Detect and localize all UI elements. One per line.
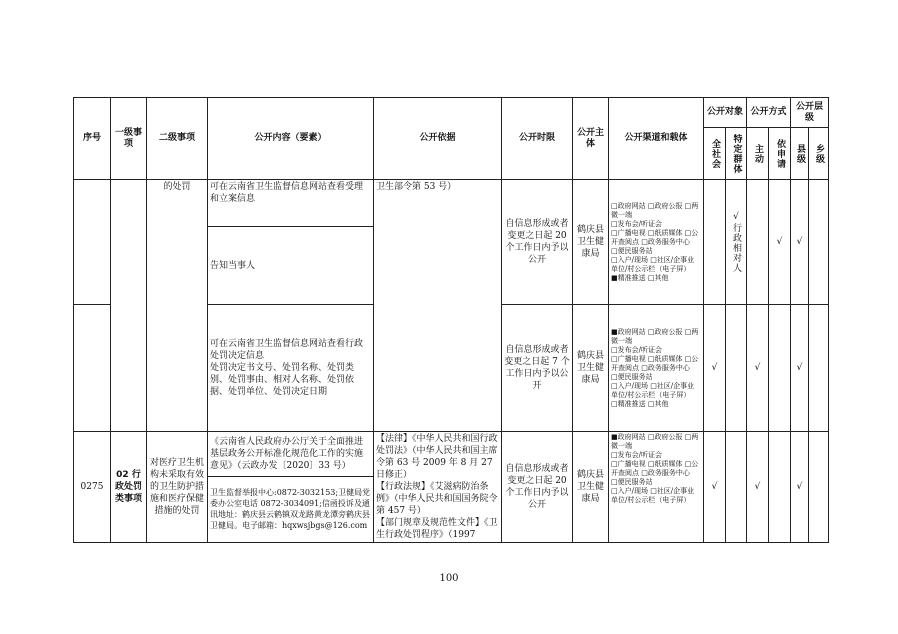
disclosure-table [73, 97, 829, 543]
header-level1: 一级事项 [111, 98, 147, 180]
cell-level2: 的处罚 [147, 180, 208, 432]
cell-channel: ■政府网站 □政府公报 □两微一端 □发布会/听证会 □广播电视 □纸质媒体 □公开查阅点 □政务服务中心 □便民服务站 □入户/现场 □社区/企事业单位/村公示栏（电子屏） □精准推送 □其他 [609, 305, 704, 432]
header-subject: 公开主体 [573, 98, 609, 180]
cell-level2: 对医疗卫生机构未采取有效的卫生防护措施和医疗保健措施的处罚 [147, 432, 208, 543]
header-basis: 公开依据 [374, 98, 502, 180]
cell-way-request [769, 305, 791, 432]
header-time: 公开时限 [502, 98, 573, 180]
cell-way-active: √ [747, 432, 769, 543]
cell-basis: 卫生部令第 53 号） [374, 180, 502, 432]
cell-way-request [769, 432, 791, 543]
header-obj-all: 全社会 [704, 128, 726, 180]
header-way-request: 依申请 [769, 128, 791, 180]
cell-subject: 鹤庆县卫生健康局 [573, 432, 609, 543]
cell-time: 自信息形成或者变更之日起 7 个工作日内予以公开 [502, 305, 573, 432]
page-number: 100 [439, 573, 459, 584]
cell-content: 《云南省人民政府办公厅关于全面推进基层政务公开标准化规范化工作的实施意见》（云政办发〔2020〕33 号） [208, 432, 374, 477]
header-content: 公开内容（要素） [208, 98, 374, 180]
cell-basis: 【法律】《中华人民共和国行政处罚法》（中华人民共和国主席令第 63 号 2009 年 8 月 27 日修正） 【行政法规】《艾滋病防治条例》（中华人民共和国国务院令第 457 号） 【部门规章及规范性文件】《卫生行政处罚程序》（1997 [374, 432, 502, 543]
cell-seq [74, 305, 111, 432]
header-row-1 [74, 98, 829, 128]
header-way-active: 主动 [747, 128, 769, 180]
header-level2: 二级事项 [147, 98, 208, 180]
cell-lvl-town [809, 180, 829, 305]
table-row [74, 432, 829, 477]
cell-content: 告知当事人 [208, 227, 374, 305]
cell-lvl-town [809, 305, 829, 432]
cell-content: 可在云南省卫生监督信息网站查看受理和立案信息 [208, 180, 374, 227]
header-way-group: 公开方式 [747, 98, 791, 128]
cell-lvl-county: √ [791, 180, 809, 305]
cell-way-request: √ [769, 180, 791, 305]
cell-obj-specific: √行政相对人 [726, 180, 747, 305]
cell-level1 [111, 180, 147, 432]
cell-way-active [747, 180, 769, 305]
cell-obj-all [704, 180, 726, 305]
cell-subject: 鹤庆县卫生健康局 [573, 180, 609, 305]
cell-lvl-county: √ [791, 432, 809, 543]
header-channel: 公开渠道和载体 [609, 98, 704, 180]
cell-channel: ■政府网站 □政府公报 □两微一端 □发布会/听证会 □广播电视 □纸质媒体 □公开查阅点 □政务服务中心 □便民服务站 □入户/现场 □社区/企事业单位/村公示栏（电子屏） [609, 432, 704, 543]
header-object-group: 公开对象 [704, 98, 747, 128]
cell-seq: 0275 [74, 432, 111, 543]
header-level-group: 公开层级 [791, 98, 829, 128]
cell-obj-specific [726, 305, 747, 432]
cell-time: 自信息形成或者变更之日起 20 个工作日内予以公开 [502, 180, 573, 305]
cell-level1: 02 行政处罚类事项 [111, 432, 147, 543]
header-lvl-county: 县级 [791, 128, 809, 180]
cell-content: 卫生监督举报中心:0872-3032153;卫健局党委办公室电话 0872-3034091;信函投诉及通讯地址：鹤庆县云鹤镇双龙路黄龙潭旁鹤庆县卫健局。电子邮箱：hqxwsjbgs@126.com [208, 476, 374, 542]
cell-lvl-county: √ [791, 305, 809, 432]
cell-channel: □政府网站 □政府公报 □两微一端 □发布会/听证会 □广播电视 □纸质媒体 □公开查阅点 □政务服务中心 □便民服务站 □入户/现场 □社区/企事业单位/村公示栏（电子屏） ■精准推送 □其他 [609, 180, 704, 305]
cell-subject: 鹤庆县卫生健康局 [573, 305, 609, 432]
header-obj-specific: 特定群体 [726, 128, 747, 180]
cell-way-active: √ [747, 305, 769, 432]
cell-obj-all: √ [704, 432, 726, 543]
cell-obj-all: √ [704, 305, 726, 432]
cell-obj-specific [726, 432, 747, 543]
cell-content: 可在云南省卫生监督信息网站查看行政处罚决定信息 处罚决定书文号、处罚名称、处罚类别、处罚事由、相对人名称、处罚依据、处罚单位、处罚决定日期 [208, 305, 374, 432]
cell-time: 自信息形成或者变更之日起 20 个工作日内予以公开 [502, 432, 573, 543]
header-seq: 序号 [74, 98, 111, 180]
header-lvl-town: 乡级 [809, 128, 829, 180]
cell-seq [74, 180, 111, 305]
table-row [74, 180, 829, 227]
cell-lvl-town [809, 432, 829, 543]
